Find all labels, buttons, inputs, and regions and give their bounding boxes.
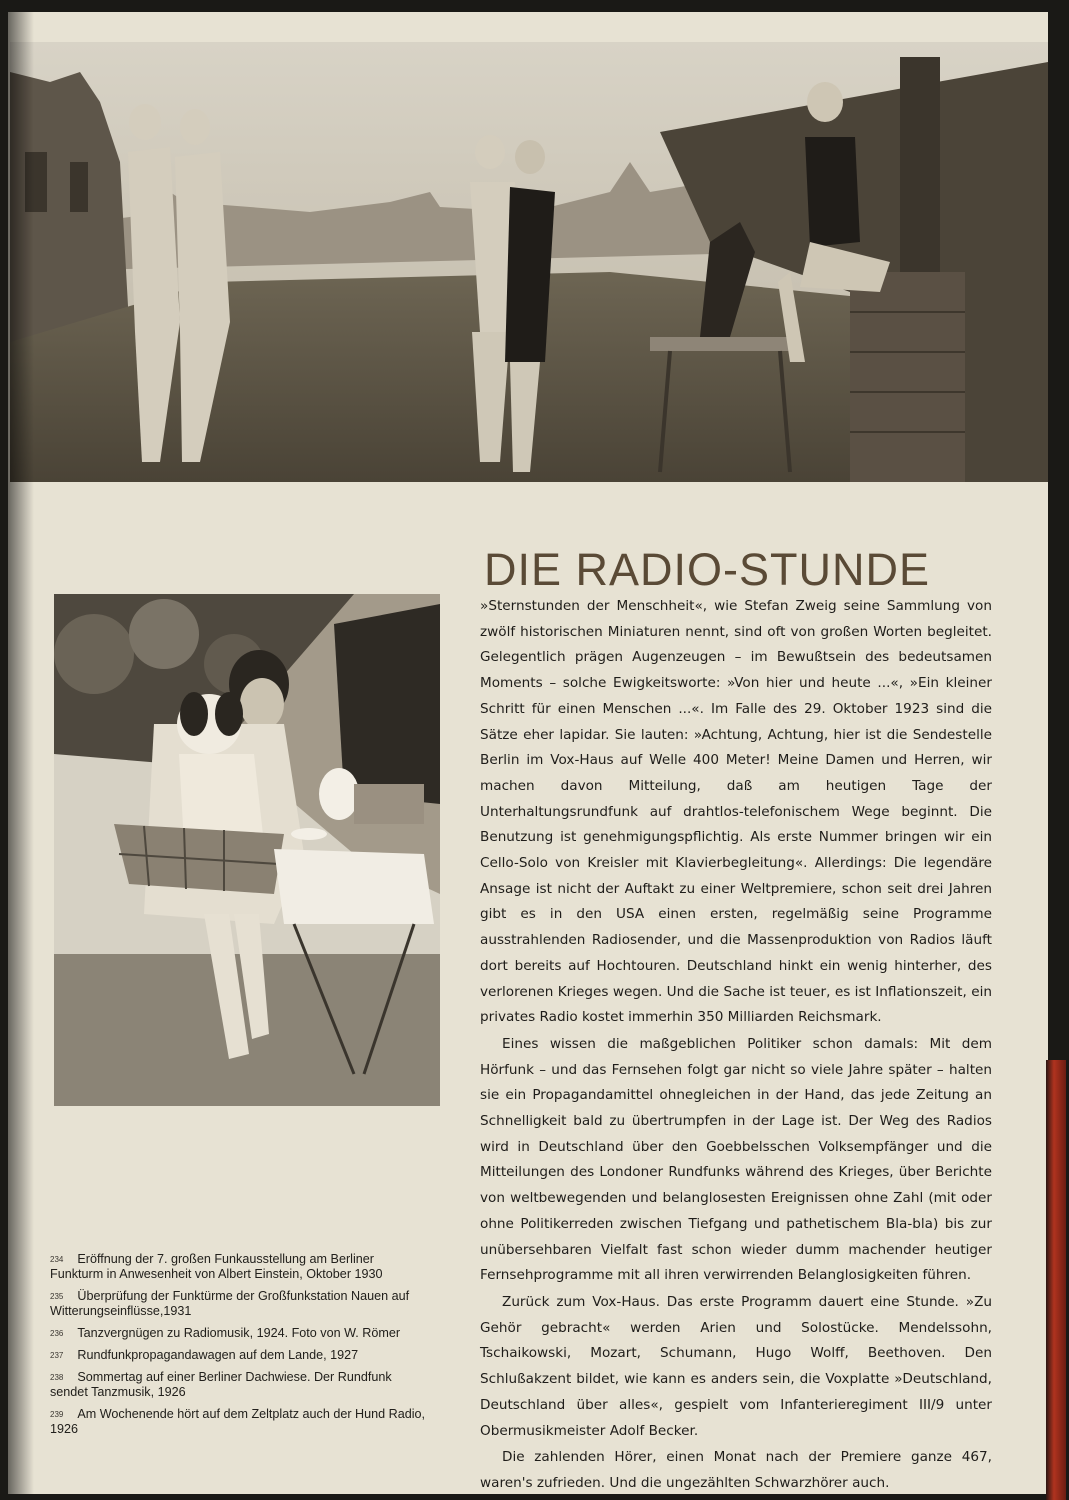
book-page [8,12,1048,1494]
caption-number: 235 [50,1292,64,1301]
body-paragraph: »Sternstunden der Menschheit«, wie Stefan Zweig seine Sammlung von zwölf historischen Miniaturen nennt, sind oft von großen Worten begleitet. Gelegentlich prägen Augenzeugen – im Bewußtsein des bedeutsamen Moments – solche Ewigkeitsworte: »Von hier und heute ...«, »Ein kleiner Schritt für einen Menschen ...«. Im Falle des 29. Oktober 1923 sind die Sätze eher lapidar. Sie lauten: »Achtung, Achtung, hier ist die Sendestelle Berlin im Vox-Haus auf Welle 400 Meter! Meine Damen und Herren, wir machen davon Mitteilung, daß am heutigen Tage der Unterhaltungsrundfunk auf drahtlos-telefonischem Wege beginnt. Die Benutzung ist genehmigungspflichtig. Als erste Nummer bringen wir ein Cello-Solo von Kreisler mit Klavierbegleitung«. Allerdings: Die legendäre Ansage ist nicht der Auftakt zu einer Weltpremiere, schon seit drei Jahren gibt es in den USA einen ersten, regelmäßig seine Programme ausstrahlenden Radiosender, und die Massenproduktion von Radios läuft dort bereits auf Hochtouren. Deutschland hinkt ein wenig hinterher, des verlorenen Krieges wegen. Und die Sache ist teuer, es ist Inflationszeit, ein privates Radio kostet immerhin 350 Milliarden Reichsmark. [480,598,992,1026]
caption-number: 237 [50,1351,64,1360]
caption-item [50,1326,430,1341]
spine-shadow [8,12,34,1494]
caption-item [50,1407,430,1437]
article-body [480,594,992,1494]
caption-number: 236 [50,1329,64,1338]
caption-text: Überprüfung der Funktürme der Großfunkstation Nauen auf Witterungseinflüsse,1931 [50,1289,410,1318]
caption-item [50,1370,430,1400]
body-paragraph: Eines wissen die maßgeblichen Politiker schon damals: Mit dem Hörfunk – und das Fernsehen folgt gar nicht so viele Jahre später – halten sie ein Propagandamittel ohnegleichen in der Hand, das jede Zeitung an Schnelligkeit bald zu übertrumpfen in der Lage ist. Der Weg des Radios wird in Deutschland über den Goebbelsschen Volksempfänger und die Mitteilungen des Londoner Rundfunks während des Krieges, über Berichte von weltbewegenden und belanglosesten Ereignissen ohne Zahl (mit oder ohne Politikerreden zwischen Tiefgang und pathetischem Bla-bla) bis zur unübersehbaren Vielfalt fast schon wieder dumm machender heutiger Fernsehprogramme mit all ihren verwirrenden Belanglosigkeiten führen. [480,1035,992,1284]
rooftop-dance-photo [10,42,1048,482]
caption-text: Sommertag auf einer Berliner Dachwiese. Der Rundfunk sendet Tanzmusik, 1926 [50,1370,392,1399]
caption-item [50,1348,430,1363]
caption-text: Eröffnung der 7. großen Funkausstellung am Berliner Funkturm in Anwesenheit von Albert Einstein, Oktober 1930 [50,1252,383,1281]
caption-text: Rundfunkpropagandawagen auf dem Lande, 1927 [77,1348,359,1362]
photo-captions [50,1252,430,1444]
book-edge [1046,1060,1066,1500]
caption-number: 238 [50,1373,64,1382]
caption-item [50,1252,430,1282]
caption-item [50,1289,430,1319]
body-paragraph: Zurück zum Vox-Haus. Das erste Programm dauert eine Stunde. »Zu Gehör gebracht« werden Arien und Solostücke. Mendelssohn, Tschaikowski, Mozart, Schumann, Hugo Wolff, Beethoven. Den Schlußakzent bildet, wie kann es anders sein, die Voxplatte »Deutschland, Deutschland über alles«, gespielt vom Infanterieregiment III/9 unter Obermusikmeister Adolf Becker. [480,1293,992,1439]
caption-text: Tanzvergnügen zu Radiomusik, 1924. Foto von W. Römer [77,1326,401,1340]
campsite-dog-photo [54,594,440,1106]
body-paragraph: Die zahlenden Hörer, einen Monat nach der Premiere ganze 467, waren's zufrieden. Und die ungezählten Schwarzhörer auch. [480,1449,992,1491]
caption-number: 234 [50,1255,64,1264]
article-title: DIE RADIO-STUNDE [484,544,931,596]
caption-text: Am Wochenende hört auf dem Zeltplatz auch der Hund Radio, 1926 [50,1407,426,1436]
caption-number: 239 [50,1410,64,1419]
